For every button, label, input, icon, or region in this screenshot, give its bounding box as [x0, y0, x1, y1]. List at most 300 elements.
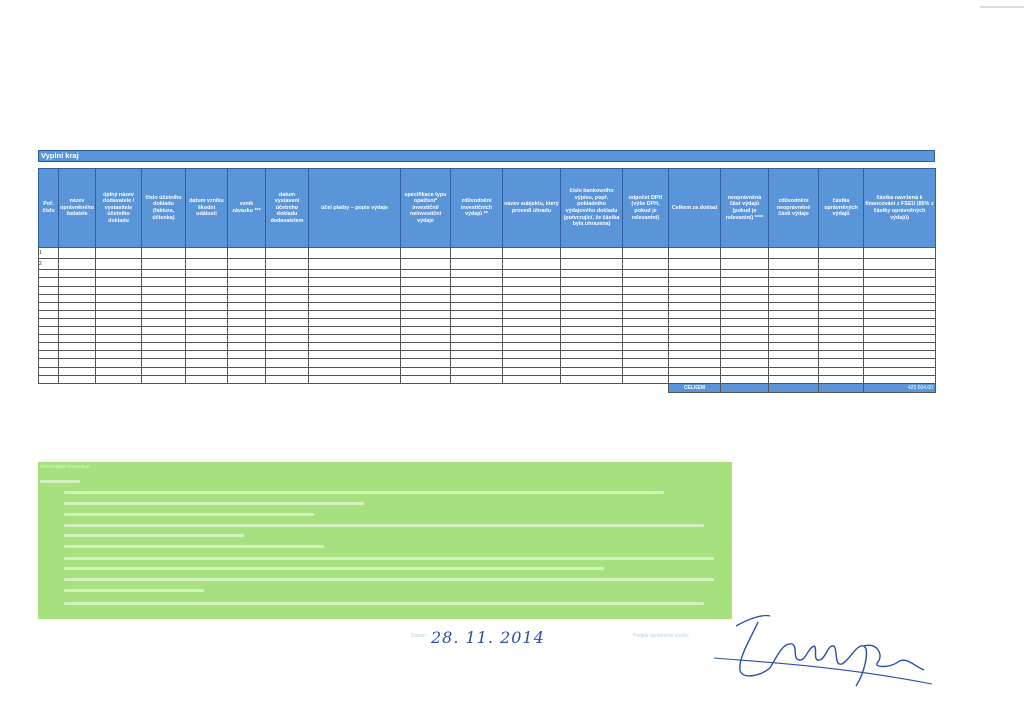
table-cell — [59, 286, 96, 294]
table-cell — [266, 343, 309, 351]
table-cell — [561, 310, 623, 318]
table-cell — [503, 351, 561, 359]
table-cell — [142, 259, 186, 270]
table-cell — [266, 302, 309, 310]
faded-text-line — [64, 557, 714, 560]
table-cell — [142, 327, 186, 335]
table-cell — [623, 302, 669, 310]
table-cell — [623, 367, 669, 375]
table-cell — [769, 343, 819, 351]
total-cell — [819, 383, 864, 392]
table-cell — [186, 318, 228, 326]
confirmation-heading: POTVRZENÍ ŽADATELE — [40, 464, 90, 469]
table-cell — [769, 294, 819, 302]
table-cell — [309, 248, 401, 259]
table-cell — [228, 310, 266, 318]
table-cell — [769, 318, 819, 326]
total-blank-cell — [186, 383, 228, 392]
table-cell — [401, 351, 451, 359]
table-cell — [503, 302, 561, 310]
table-cell — [228, 375, 266, 383]
col-header: částka oprávněných výdajů — [819, 169, 864, 248]
table-cell — [623, 359, 669, 367]
table-cell — [769, 367, 819, 375]
total-blank-cell — [309, 383, 401, 392]
table-cell — [864, 335, 936, 343]
table-cell — [864, 286, 936, 294]
table-cell — [59, 310, 96, 318]
table-row — [39, 302, 936, 310]
table-cell — [186, 359, 228, 367]
table-cell — [864, 259, 936, 270]
table-cell — [561, 278, 623, 286]
table-cell — [623, 294, 669, 302]
faded-text-line — [64, 513, 314, 516]
table-cell — [721, 302, 769, 310]
table-cell — [59, 270, 96, 278]
table-cell — [623, 343, 669, 351]
table-cell — [186, 259, 228, 270]
table-cell — [561, 259, 623, 270]
table-cell — [669, 310, 721, 318]
table-row — [39, 375, 936, 383]
table-cell — [864, 367, 936, 375]
table-cell — [228, 248, 266, 259]
handwritten-signature — [700, 596, 940, 696]
table-cell — [59, 359, 96, 367]
table-cell — [39, 343, 59, 351]
table-cell — [503, 310, 561, 318]
table-cell — [561, 318, 623, 326]
col-header: částka navržená k financování z FSEU (85% z částky oprávněných výdajů) — [864, 169, 936, 248]
table-cell — [721, 259, 769, 270]
table-cell — [769, 259, 819, 270]
table-cell — [769, 375, 819, 383]
col-header: číslo bankovního výpisu, popř. pokladního výdajového dokladu (potvrzující, že částka byla uhrazena) — [561, 169, 623, 248]
table-cell — [769, 286, 819, 294]
table-cell — [503, 343, 561, 351]
table-cell — [39, 367, 59, 375]
table-cell — [721, 359, 769, 367]
table-cell — [401, 367, 451, 375]
table-cell — [503, 248, 561, 259]
table-cell — [59, 327, 96, 335]
table-cell — [451, 367, 503, 375]
table-cell — [819, 259, 864, 270]
table-cell — [266, 335, 309, 343]
table-cell — [864, 278, 936, 286]
table-cell — [401, 310, 451, 318]
table-cell — [864, 359, 936, 367]
table-cell — [669, 294, 721, 302]
table-cell — [96, 248, 142, 259]
table-cell — [769, 302, 819, 310]
table-cell — [819, 351, 864, 359]
table-cell — [401, 302, 451, 310]
table-cell — [309, 335, 401, 343]
table-cell — [142, 367, 186, 375]
table-cell — [503, 335, 561, 343]
table-cell — [59, 294, 96, 302]
table-cell — [819, 286, 864, 294]
table-cell: 2 — [39, 259, 59, 270]
table-cell — [819, 318, 864, 326]
table-cell — [96, 359, 142, 367]
table-cell — [309, 359, 401, 367]
table-cell — [669, 367, 721, 375]
col-header: odpočet DPH (výše DPH, pokud je relevantní) — [623, 169, 669, 248]
table-cell — [769, 335, 819, 343]
total-blank-cell — [451, 383, 503, 392]
faded-text-line — [64, 602, 704, 605]
table-cell — [266, 327, 309, 335]
table-cell — [721, 375, 769, 383]
table-cell — [266, 367, 309, 375]
table-cell — [266, 294, 309, 302]
col-header: datum vzniku škodní události — [186, 169, 228, 248]
table-cell — [401, 318, 451, 326]
table-cell — [186, 327, 228, 335]
table-cell — [401, 286, 451, 294]
table-cell — [401, 259, 451, 270]
col-header: název oprávněného žadatele — [59, 169, 96, 248]
table-cell — [864, 351, 936, 359]
table-cell — [769, 351, 819, 359]
table-cell — [451, 351, 503, 359]
table-row — [39, 310, 936, 318]
col-header: číslo účetního dokladu (faktura, účtenka) — [142, 169, 186, 248]
table-cell — [266, 259, 309, 270]
table-cell — [451, 335, 503, 343]
total-blank-cell — [266, 383, 309, 392]
total-blank-cell — [561, 383, 623, 392]
table-cell — [669, 343, 721, 351]
table-cell — [186, 270, 228, 278]
table-cell — [669, 286, 721, 294]
table-cell — [401, 375, 451, 383]
table-cell — [142, 335, 186, 343]
table-cell — [401, 294, 451, 302]
table-cell — [503, 375, 561, 383]
table-cell — [186, 367, 228, 375]
table-cell — [451, 327, 503, 335]
table-cell — [309, 259, 401, 270]
table-cell — [96, 259, 142, 270]
table-cell — [819, 367, 864, 375]
table-cell — [451, 270, 503, 278]
table-cell — [561, 343, 623, 351]
table-cell — [561, 367, 623, 375]
table-cell — [561, 335, 623, 343]
faded-text-line — [64, 534, 244, 537]
table-cell — [266, 310, 309, 318]
table-cell — [228, 335, 266, 343]
table-cell — [561, 286, 623, 294]
table-cell — [451, 359, 503, 367]
table-cell — [186, 294, 228, 302]
table-cell — [142, 270, 186, 278]
table-cell — [228, 327, 266, 335]
faded-text-line — [64, 567, 604, 570]
table-cell — [864, 294, 936, 302]
table-cell — [401, 278, 451, 286]
table-row — [39, 259, 936, 270]
table-cell — [59, 248, 96, 259]
table-cell — [39, 286, 59, 294]
table-cell — [96, 302, 142, 310]
table-cell — [623, 270, 669, 278]
table-cell — [228, 270, 266, 278]
table-cell — [503, 318, 561, 326]
faded-text-line — [64, 545, 324, 548]
table-cell — [819, 359, 864, 367]
table-cell — [819, 310, 864, 318]
table-cell — [503, 278, 561, 286]
table-cell — [401, 359, 451, 367]
table-cell: 1 — [39, 248, 59, 259]
table-cell — [96, 343, 142, 351]
faded-text-line — [64, 578, 714, 581]
table-cell — [228, 343, 266, 351]
table-cell — [503, 327, 561, 335]
table-cell — [819, 335, 864, 343]
table-cell — [451, 259, 503, 270]
table-cell — [819, 302, 864, 310]
table-cell — [721, 286, 769, 294]
table-cell — [451, 302, 503, 310]
table-cell — [451, 278, 503, 286]
table-row — [39, 286, 936, 294]
table-cell — [266, 278, 309, 286]
table-cell — [451, 248, 503, 259]
faded-footnote: ····· — [38, 694, 45, 699]
table-cell — [503, 270, 561, 278]
col-header: datum vystavení účetního dokladu dodavatelem — [266, 169, 309, 248]
table-row — [39, 270, 936, 278]
table-row — [39, 359, 936, 367]
faded-text-line — [40, 480, 80, 483]
table-cell — [142, 343, 186, 351]
table-cell — [721, 270, 769, 278]
table-cell — [401, 270, 451, 278]
table-cell — [309, 270, 401, 278]
table-cell — [186, 351, 228, 359]
table-cell — [309, 343, 401, 351]
table-cell — [669, 318, 721, 326]
table-cell — [266, 351, 309, 359]
faded-text-line — [64, 491, 664, 494]
table-cell — [142, 294, 186, 302]
table-cell — [864, 310, 936, 318]
table-row — [39, 367, 936, 375]
table-cell — [769, 359, 819, 367]
table-cell — [623, 259, 669, 270]
table-cell — [819, 343, 864, 351]
table-cell — [721, 310, 769, 318]
table-cell — [669, 278, 721, 286]
expense-table — [38, 168, 936, 393]
table-cell — [39, 359, 59, 367]
table-cell — [561, 294, 623, 302]
signature-label: Podpis oprávněné osoby: — [633, 633, 690, 639]
total-label: CELKEM — [669, 383, 721, 392]
total-row — [39, 383, 936, 392]
header-row — [39, 169, 936, 248]
top-edge-mark — [980, 6, 1024, 8]
table-cell — [39, 310, 59, 318]
table-cell — [186, 310, 228, 318]
table-row — [39, 318, 936, 326]
table-cell — [59, 318, 96, 326]
table-cell — [561, 351, 623, 359]
table-cell — [266, 359, 309, 367]
table-cell — [561, 248, 623, 259]
table-cell — [561, 359, 623, 367]
table-cell — [401, 327, 451, 335]
table-cell — [864, 327, 936, 335]
table-cell — [401, 335, 451, 343]
table-cell — [503, 359, 561, 367]
table-cell — [864, 318, 936, 326]
table-row — [39, 335, 936, 343]
table-cell — [401, 343, 451, 351]
col-header: specifikace typu opatření* investiční/ neinvestiční výdaje — [401, 169, 451, 248]
col-header: účel platby – popis výdaje — [309, 169, 401, 248]
table-cell — [96, 294, 142, 302]
table-cell — [266, 286, 309, 294]
table-cell — [864, 375, 936, 383]
table-cell — [309, 351, 401, 359]
table-cell — [864, 343, 936, 351]
table-cell — [561, 270, 623, 278]
faded-text-line — [64, 589, 204, 592]
table-cell — [39, 278, 59, 286]
table-cell — [59, 302, 96, 310]
table-cell — [266, 248, 309, 259]
table-cell — [721, 318, 769, 326]
table-cell — [623, 318, 669, 326]
table-cell — [623, 248, 669, 259]
table-cell — [96, 278, 142, 286]
table-cell — [228, 367, 266, 375]
table-cell — [96, 286, 142, 294]
total-blank-cell — [503, 383, 561, 392]
table-cell — [59, 367, 96, 375]
table-cell — [623, 351, 669, 359]
table-cell — [96, 327, 142, 335]
table-cell — [819, 327, 864, 335]
table-cell — [186, 302, 228, 310]
table-cell — [96, 375, 142, 383]
table-row — [39, 351, 936, 359]
table-cell — [769, 327, 819, 335]
table-cell — [309, 367, 401, 375]
table-cell — [39, 318, 59, 326]
col-header: Poř. číslo — [39, 169, 59, 248]
table-cell — [451, 294, 503, 302]
table-cell — [309, 310, 401, 318]
table-cell — [96, 270, 142, 278]
table-cell — [228, 351, 266, 359]
table-cell — [186, 286, 228, 294]
table-cell — [769, 248, 819, 259]
table-cell — [503, 259, 561, 270]
table-cell — [721, 351, 769, 359]
table-cell — [561, 375, 623, 383]
table-cell — [819, 248, 864, 259]
total-blank-cell — [59, 383, 96, 392]
table-cell — [451, 343, 503, 351]
table-cell — [819, 278, 864, 286]
total-blank-cell — [142, 383, 186, 392]
table-cell — [96, 335, 142, 343]
table-cell — [142, 375, 186, 383]
table-cell — [623, 286, 669, 294]
table-cell — [39, 294, 59, 302]
col-header: zdůvodnění neoprávněné části výdaje — [769, 169, 819, 248]
col-header: neoprávněná část výdajů (pokud je relevantní) **** — [721, 169, 769, 248]
table-cell — [819, 270, 864, 278]
table-cell — [623, 375, 669, 383]
col-header: vznik závazku *** — [228, 169, 266, 248]
total-blank-cell — [623, 383, 669, 392]
table-cell — [769, 270, 819, 278]
table-cell — [721, 278, 769, 286]
table-cell — [96, 351, 142, 359]
col-header: název subjektu, který provedl úhradu — [503, 169, 561, 248]
table-cell — [266, 270, 309, 278]
table-cell — [142, 286, 186, 294]
table-cell — [186, 248, 228, 259]
table-cell — [309, 278, 401, 286]
table-cell — [623, 335, 669, 343]
table-cell — [561, 327, 623, 335]
table-row — [39, 343, 936, 351]
table-cell — [623, 327, 669, 335]
col-header: Celkem za doklad — [669, 169, 721, 248]
table-cell — [39, 335, 59, 343]
table-cell — [401, 248, 451, 259]
handwritten-date: 28. 11. 2014 — [431, 628, 545, 647]
table-cell — [669, 351, 721, 359]
table-cell — [623, 310, 669, 318]
confirmation-box — [38, 462, 732, 619]
table-cell — [451, 318, 503, 326]
table-cell — [669, 335, 721, 343]
table-cell — [186, 335, 228, 343]
table-cell — [623, 278, 669, 286]
table-cell — [451, 375, 503, 383]
table-cell — [142, 310, 186, 318]
table-cell — [819, 294, 864, 302]
table-cell — [228, 259, 266, 270]
table-cell — [451, 310, 503, 318]
table-cell — [669, 248, 721, 259]
faded-text-line — [64, 524, 704, 527]
table-cell — [309, 327, 401, 335]
table-cell — [721, 335, 769, 343]
table-cell — [39, 327, 59, 335]
table-cell — [39, 302, 59, 310]
table-cell — [309, 318, 401, 326]
table-cell — [503, 367, 561, 375]
table-cell — [721, 327, 769, 335]
table-cell — [59, 335, 96, 343]
table-cell — [721, 343, 769, 351]
table-cell — [39, 375, 59, 383]
total-value: 425 604,00 — [864, 383, 936, 392]
table-cell — [864, 302, 936, 310]
